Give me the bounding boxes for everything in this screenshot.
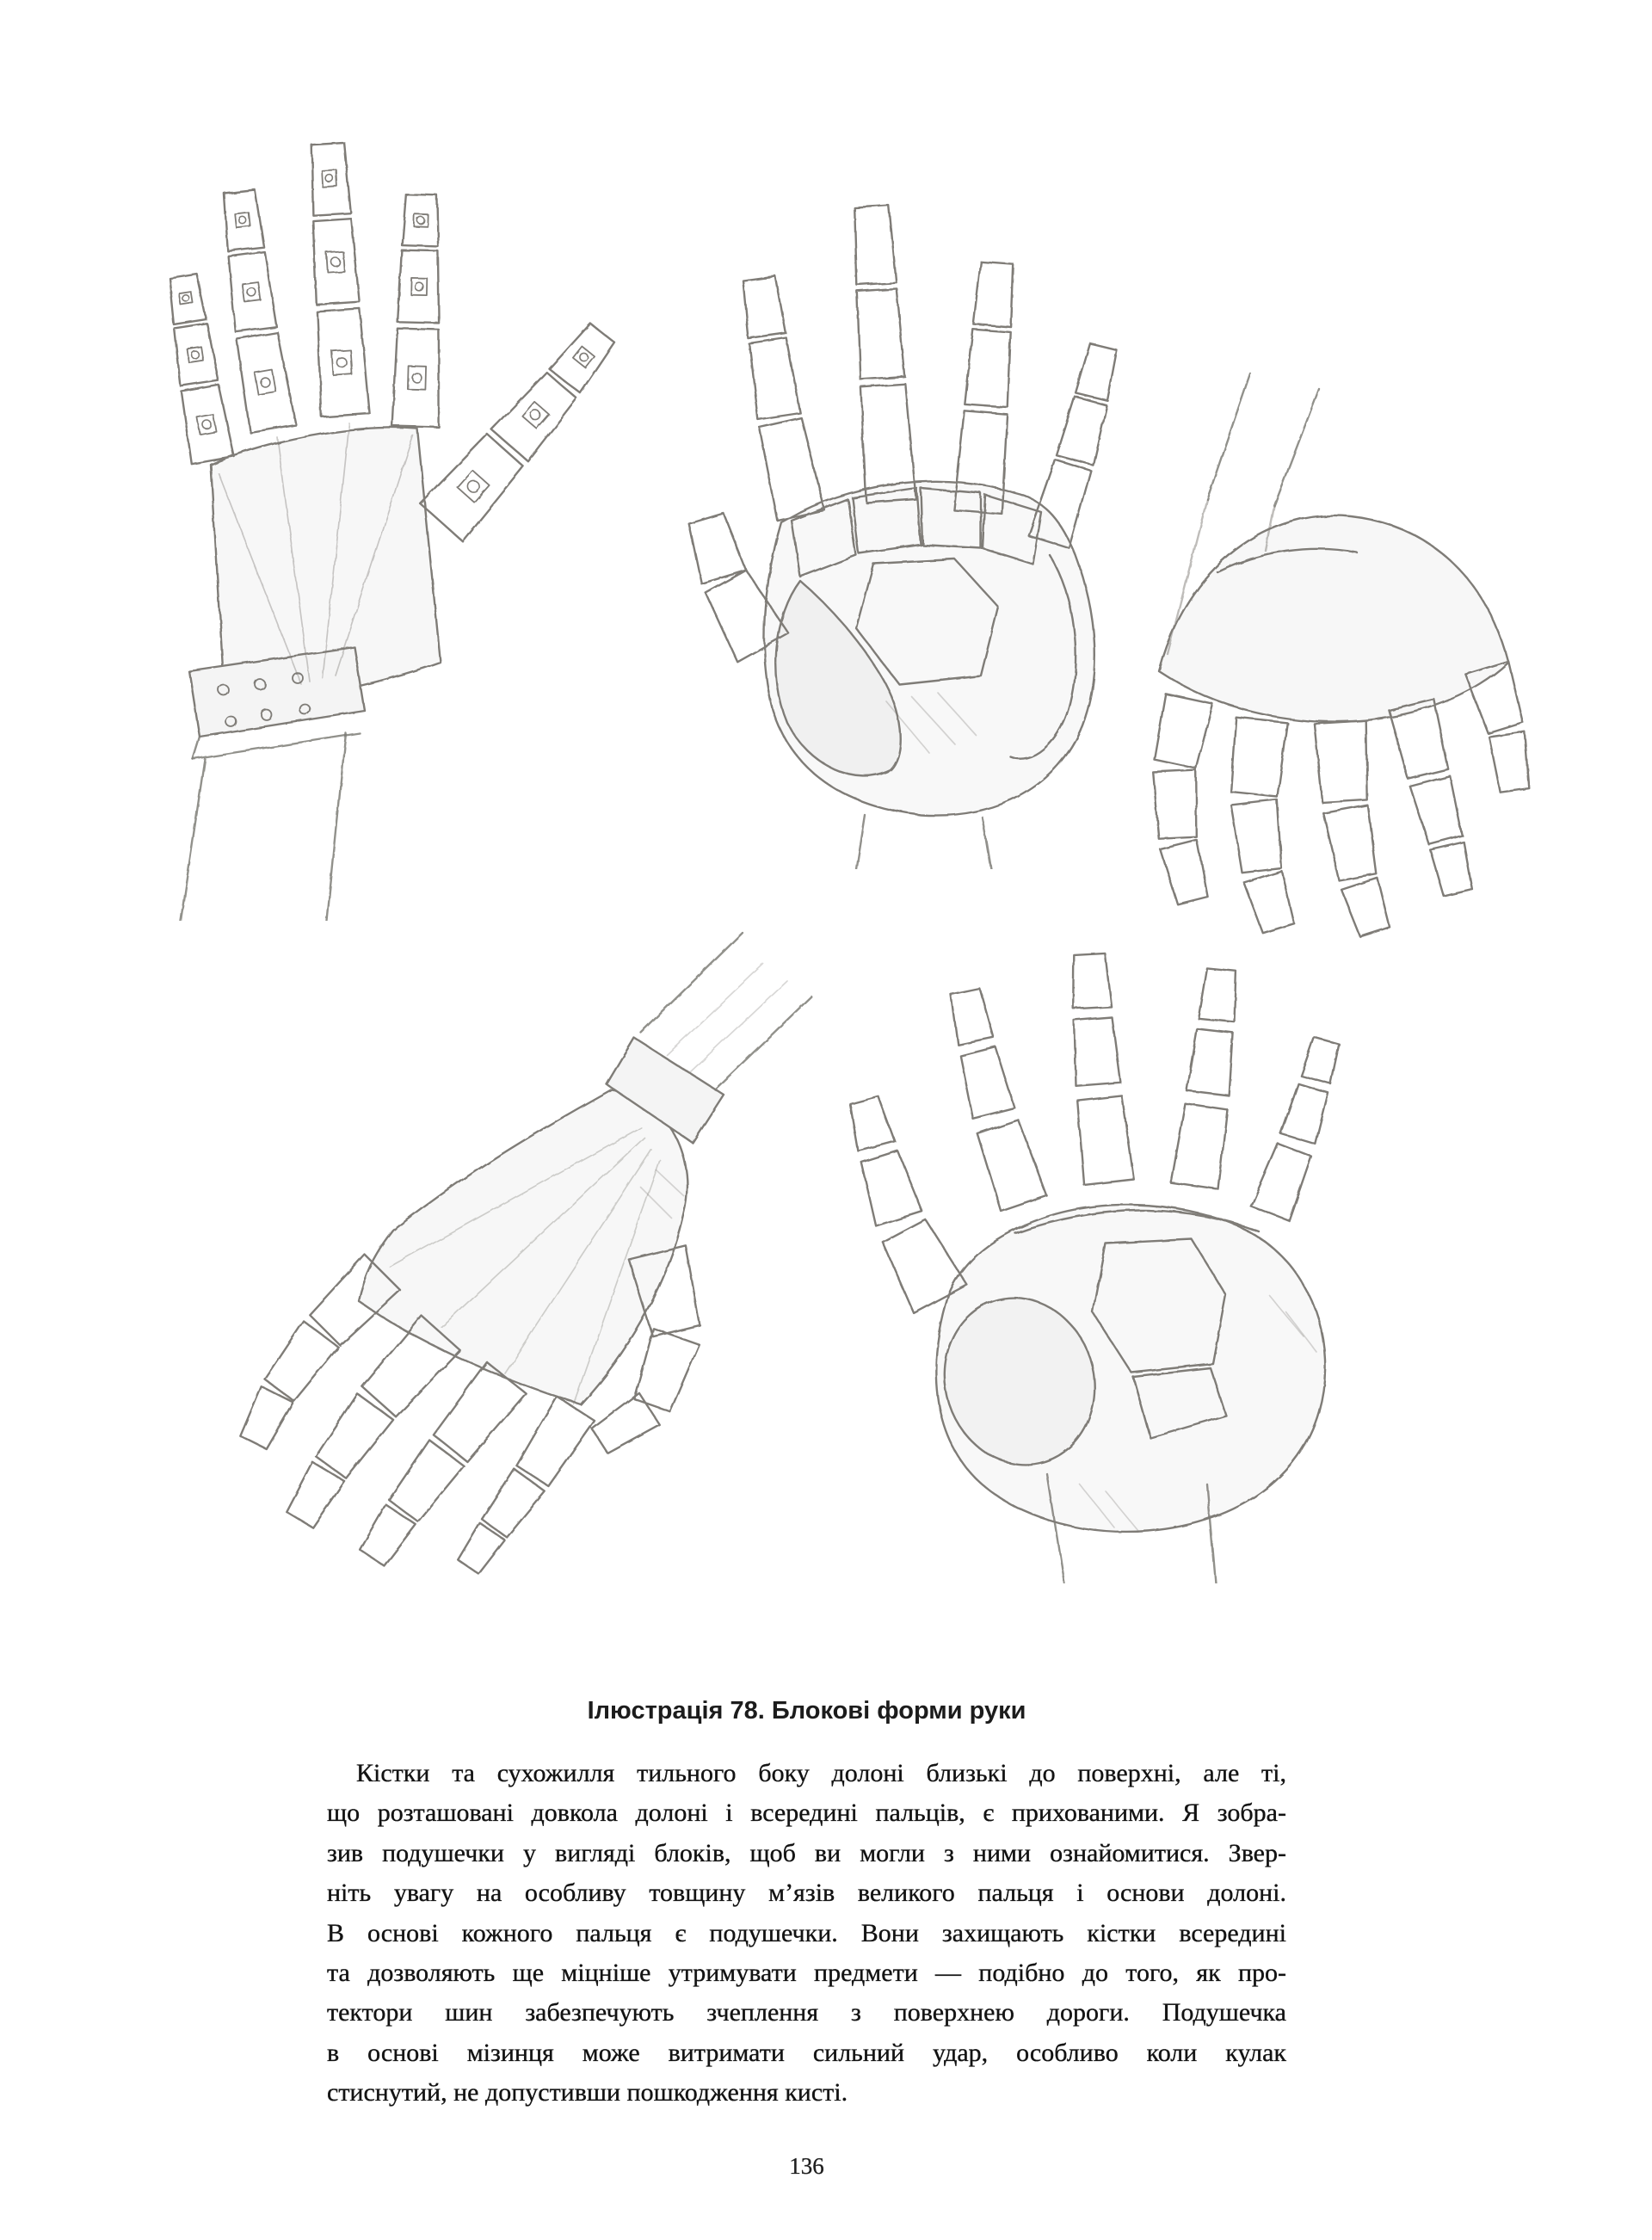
body-line: стиснутий, не допустивши пошкодження кисті.	[327, 2078, 848, 2107]
body-line: що розташовані довкола долоні і всередині пальців, є прихованими. Я зобра-	[327, 1799, 1286, 1828]
body-line: та дозволяють ще міцніше утримувати предмети — подібно до того, як про-	[327, 1959, 1286, 1988]
body-paragraph	[327, 1754, 1286, 2113]
body-line: Кістки та сухожилля тильного боку долоні близькі до поверхні, але ті,	[356, 1759, 1286, 1787]
hand-sketch-back-fingers-up-wrist-strap	[129, 120, 663, 921]
hand-sketch-back-fingers-down-left	[237, 929, 813, 1579]
page-number: 136	[789, 2153, 824, 2179]
body-line: зив подушечки у вигляді блоків, щоб ви могли з ними ознайомитися. Звер-	[327, 1838, 1286, 1867]
body-line: тектори шин забезпечують зчеплення з поверхнею дороги. Подушечка	[327, 1998, 1286, 2027]
body-line: ніть увагу на особливу товщину м’язів великого пальця і основи долоні.	[327, 1879, 1286, 1908]
hand-sketch-knuckles-fingers-hanging	[1114, 370, 1536, 947]
hand-sketch-palm-fingers-up	[671, 151, 1162, 869]
hand-sketch-palm-up-fingers-spread	[822, 934, 1415, 1583]
body-line: в основі мізинця може витримати сильний удар, особливо коли кулак	[327, 2038, 1286, 2067]
body-line: В основі кожного пальця є подушечки. Вони захищають кістки всередині	[327, 1918, 1286, 1947]
figure-caption: Ілюстрація 78. Блокові форми руки	[587, 1697, 1026, 1725]
